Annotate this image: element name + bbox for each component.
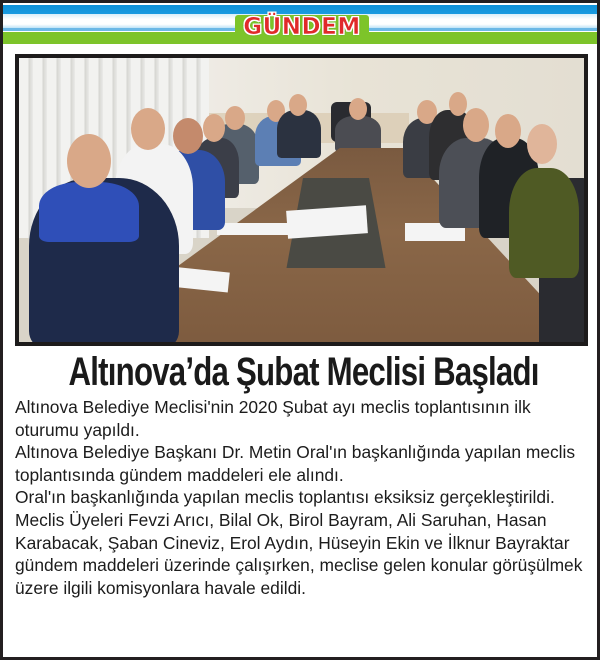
photo-papers xyxy=(217,223,289,235)
article-paragraph: Meclis Üyeleri Fevzi Arıcı, Bilal Ok, Birol Bayram, Ali Saruhan, Hasan Karabacak, Şaban Cineviz, Erol Aydın, Hüseyin Ekin ve İlknur Bayraktar gündem maddeleri üzerinde çalışırken, meclise gelen konular görüşülmek üzere ilgili komisyonlara havale edildi. xyxy=(15,509,583,598)
photo-person xyxy=(335,116,381,152)
photo-head xyxy=(173,118,203,154)
article-headline: Altınova’da Şubat Meclisi Başladı xyxy=(68,350,539,394)
section-title: GÜNDEM xyxy=(243,14,361,40)
photo-head xyxy=(495,114,521,148)
photo-head xyxy=(203,114,225,142)
photo-head xyxy=(225,106,245,130)
article-photo xyxy=(15,54,588,346)
photo-head xyxy=(463,108,489,142)
article-paragraph: Altınova Belediye Başkanı Dr. Metin Oral'ın başkanlığında yapılan meclis toplantısında gündem maddeleri ele alındı. xyxy=(15,442,576,485)
photo-head xyxy=(131,108,165,150)
photo-head xyxy=(527,124,557,164)
photo-person-vest xyxy=(39,182,139,242)
article-body xyxy=(15,396,595,599)
photo-person xyxy=(509,168,579,278)
photo-papers xyxy=(286,205,368,239)
photo-head xyxy=(349,98,367,120)
meeting-photo-icon xyxy=(19,58,584,342)
section-banner xyxy=(3,3,597,43)
photo-head xyxy=(289,94,307,116)
photo-head xyxy=(67,134,111,188)
photo-head xyxy=(449,92,467,116)
photo-person xyxy=(277,110,321,158)
article-paragraph: Altınova Belediye Meclisi'nin 2020 Şubat ayı meclis toplantısının ilk oturumu yapıldı. xyxy=(15,397,531,440)
article-paragraph: Oral'ın başkanlığında yapılan meclis toplantısı eksiksiz gerçekleştirildi. xyxy=(15,487,555,508)
